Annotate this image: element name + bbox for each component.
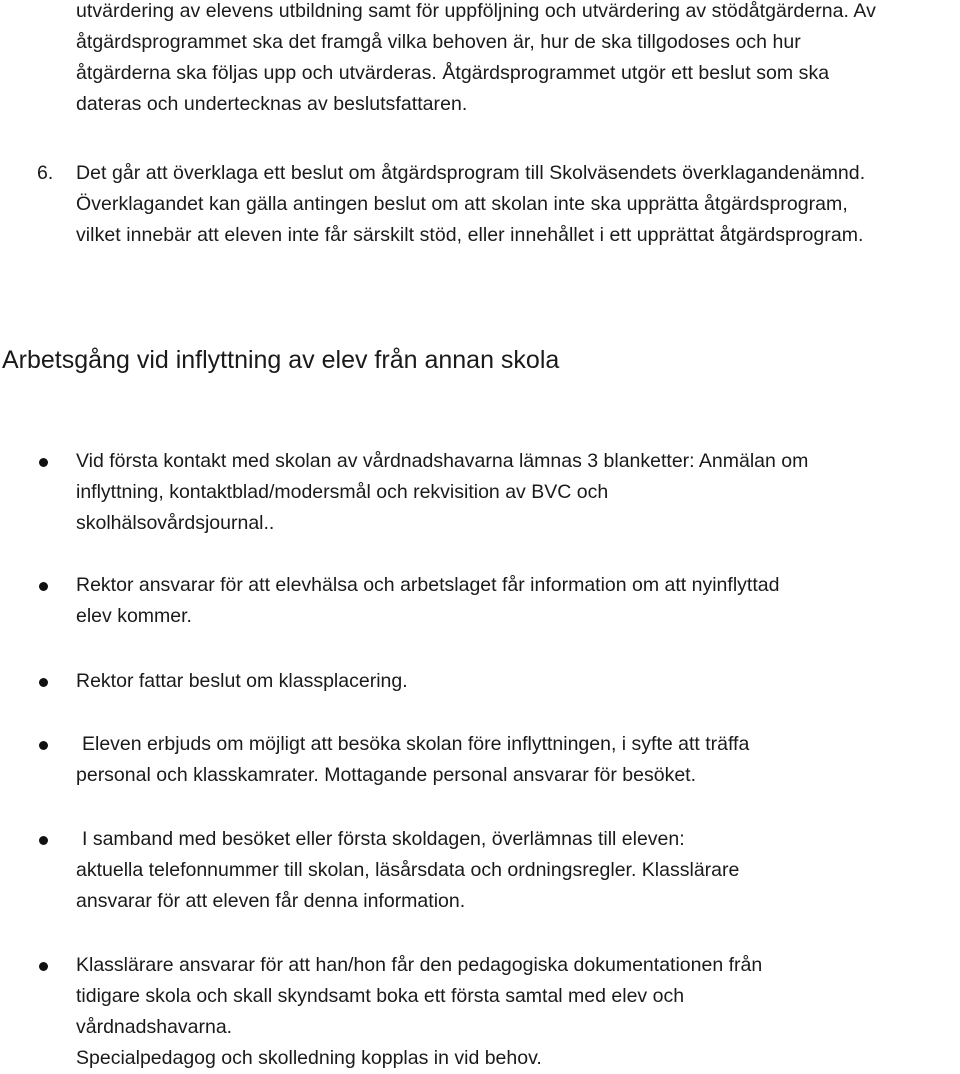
bullet-text — [76, 446, 808, 539]
bullet-text — [76, 950, 762, 1074]
item-line: vilket innebär att eleven inte får särskilt stöd, eller innehållet i ett upprättat åtgärdsprogram. — [76, 224, 864, 246]
section-heading: Arbetsgång vid inflyttning av elev från annan skola — [2, 346, 560, 374]
bullet-dot — [39, 836, 48, 845]
bullet-line: vårdnadshavarna. — [76, 1016, 233, 1038]
intro-line: utvärdering av elevens utbildning samt för uppföljning och utvärdering av stödåtgärderna. Av — [76, 0, 876, 22]
bullet-line: Eleven erbjuds om möjligt att besöka skolan före inflyttningen, i syfte att träffa — [82, 733, 750, 755]
bullet-line: Rektor ansvarar för att elevhälsa och arbetslaget får information om att nyinflyttad — [76, 574, 780, 596]
item-line: Överklagandet kan gälla antingen beslut om att skolan inte ska upprätta åtgärdsprogram, — [76, 193, 848, 215]
item-text — [76, 158, 865, 251]
bullet-text — [76, 824, 739, 917]
bullet-dot — [39, 458, 48, 467]
bullet-dot — [39, 582, 48, 591]
bullet-line: Specialpedagog och skolledning kopplas in vid behov. — [76, 1047, 542, 1069]
bullet-text — [76, 666, 408, 697]
bullet-line: aktuella telefonnummer till skolan, läsårsdata och ordningsregler. Klasslärare — [76, 859, 740, 881]
bullet-text — [76, 570, 779, 632]
bullet-line: inflyttning, kontaktblad/modersmål och rekvisition av BVC och — [76, 481, 609, 503]
bullet-line: skolhälsovårdsjournal.. — [76, 512, 275, 534]
bullet-dot — [39, 962, 48, 971]
intro-paragraph — [76, 0, 876, 120]
bullet-dot — [39, 741, 48, 750]
bullet-line: elev kommer. — [76, 605, 192, 627]
intro-line: åtgärdsprogrammet ska det framgå vilka behoven är, hur de ska tillgodoses och hur — [76, 31, 801, 53]
bullet-line: Rektor fattar beslut om klassplacering. — [76, 670, 408, 692]
intro-line: dateras och undertecknas av beslutsfattaren. — [76, 93, 468, 115]
intro-line: åtgärderna ska följas upp och utvärderas. Åtgärdsprogrammet utgör ett beslut som ska — [76, 62, 830, 84]
bullet-dot — [39, 678, 48, 687]
bullet-line: Klasslärare ansvarar för att han/hon får den pedagogiska dokumentationen från — [76, 954, 763, 976]
bullet-line: tidigare skola och skall skyndsamt boka ett första samtal med elev och — [76, 985, 685, 1007]
item-number: 6. — [37, 162, 54, 184]
item-line: Det går att överklaga ett beslut om åtgärdsprogram till Skolväsendets överklagandenämnd. — [76, 162, 866, 184]
bullet-line: Vid första kontakt med skolan av vårdnadshavarna lämnas 3 blanketter: Anmälan om — [76, 450, 809, 472]
bullet-line: ansvarar för att eleven får denna information. — [76, 890, 466, 912]
bullet-text — [76, 729, 749, 791]
bullet-line: I samband med besöket eller första skoldagen, överlämnas till eleven: — [82, 828, 685, 850]
bullet-line: personal och klasskamrater. Mottagande personal ansvarar för besöket. — [76, 764, 697, 786]
